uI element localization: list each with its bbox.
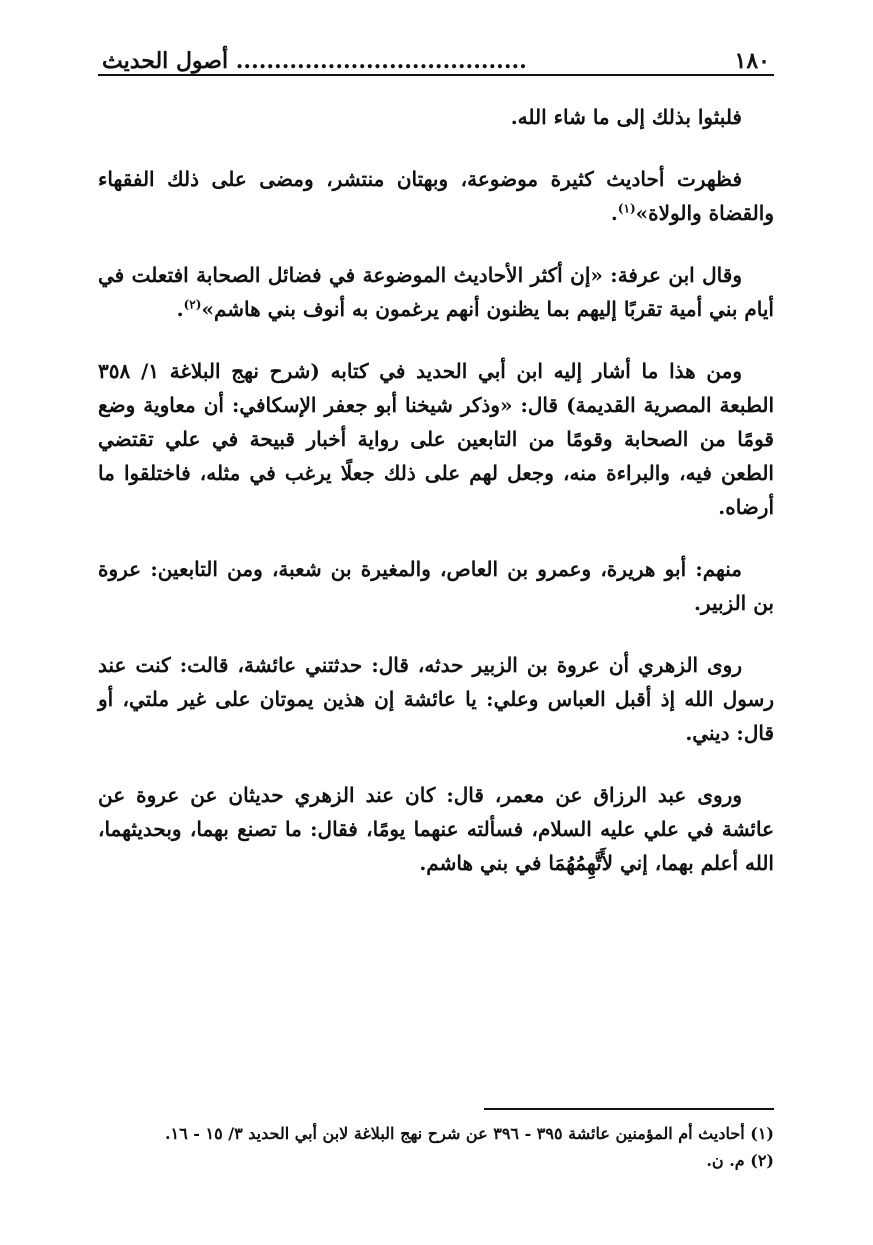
paragraph: ومن هذا ما أشار إليه ابن أبي الحديد في كتابه (شرح نهج البلاغة ١/ ٣٥٨ الطبعة المصرية القديمة) قال: «وذكر شيخنا أبو جعفر الإسكافي: أن معاوية وضع قومًا من الصحابة وقومًا من التابعين على رواية أخبار قبيحة في علي تقتضي الطعن فيه، والبراءة منه، وجعل لهم على ذلك جعلًا يرغب في مثله، فاختلقوا ما أرضاه.	[98, 359, 774, 519]
paragraph: روى الزهري أن عروة بن الزبير حدثه، قال: حدثتني عائشة، قالت: كنت عند رسول الله إذ أقبل العباس وعلي: يا عائشة إن هذين يموتان على غير ملتي، أو قال: ديني.	[98, 653, 774, 745]
paragraph: وروى عبد الرزاق عن معمر، قال: كان عند الزهري حديثان عن عروة عن عائشة في علي عليه السلام، فسألته عنهما يومًا، فقال: ما تصنع بهما، وبحديثهما، الله أعلم بهما، إني لأَتَّهِمُهُمَا في بني هاشم.	[98, 783, 774, 875]
footnote-ref: (٢)	[183, 297, 202, 312]
footnote: (٢) م. ن.	[706, 1151, 774, 1170]
paragraph: وقال ابن عرفة: «إن أكثر الأحاديث الموضوعة في فضائل الصحابة افتعلت في أيام بني أمية تقربًا إليهم بما يظنون أنهم يرغمون به أنوف بني هاشم»$^{(٢)}$.	[98, 263, 774, 321]
paragraph: فلبثوا بذلك إلى ما شاء الله.	[510, 105, 742, 129]
footnote: (١) أحاديث أم المؤمنين عائشة ٣٩٥ - ٣٩٦ عن شرح نهج البلاغة لابن أبي الحديد ٣/ ١٥ - ١٦.	[164, 1124, 774, 1143]
footnote-ref: (١)	[617, 201, 636, 216]
paragraph: فظهرت أحاديث كثيرة موضوعة، وبهتان منتشر، ومضى على ذلك الفقهاء والقضاة والولاة»$^{(١)}$.	[98, 167, 774, 225]
footnotes	[98, 1120, 774, 1174]
book-page	[98, 38, 774, 1218]
footnote-separator	[484, 1108, 774, 1110]
book-title: أصول الحديث	[102, 48, 229, 74]
page-body	[98, 100, 774, 880]
page-number: ١٨٠	[734, 48, 770, 74]
page-header	[98, 38, 774, 76]
header-dots: ......................................	[235, 48, 527, 74]
paragraph: منهم: أبو هريرة، وعمرو بن العاص، والمغيرة بن شعبة، ومن التابعين: عروة بن الزبير.	[98, 557, 774, 615]
running-title	[98, 48, 527, 74]
